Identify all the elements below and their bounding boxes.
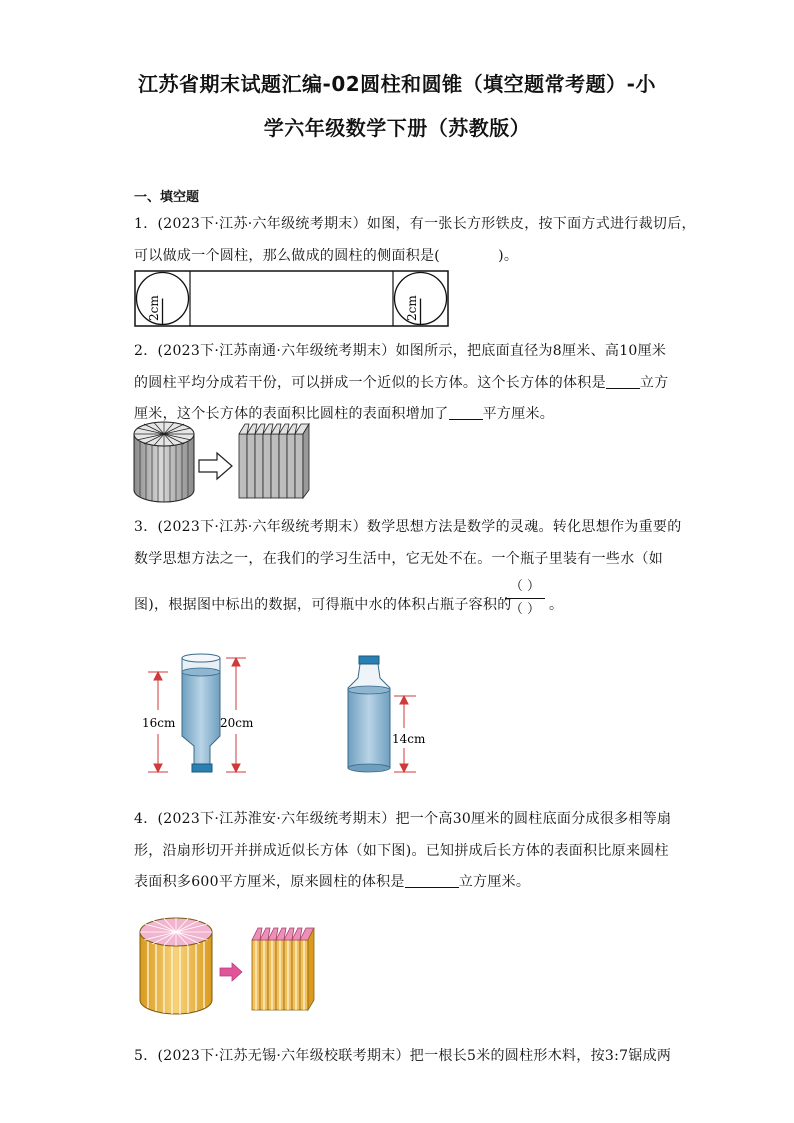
- label-14cm: 14cm: [392, 732, 426, 746]
- q4-line2: 形，沿扇形切开并拼成近似长方体（如下图)。已知拼成后长方体的表面积比原来圆柱: [134, 843, 669, 859]
- q3-line3-end: 。: [549, 597, 564, 613]
- q2-answer-blank-1[interactable]: [606, 374, 640, 389]
- q5-line1: 5．(2023下·江苏无锡·六年级校联考期末）把一根长5米的圆柱形木料，按3:7锯成两: [134, 1048, 672, 1064]
- document-title-line1: 江苏省期末试题汇编-02圆柱和圆锥（填空题常考题）-小: [138, 72, 656, 96]
- q2-line3-end: 平方厘米。: [482, 406, 555, 422]
- q4-cylinder-figure: [136, 914, 326, 1018]
- q1-line2-text: 可以做成一个圆柱，那么做成的圆柱的侧面积是(: [134, 248, 441, 264]
- q4-line3: [134, 871, 530, 891]
- fraction-numerator: （ ）: [509, 579, 541, 594]
- radius-label-right: 2cm: [405, 295, 419, 321]
- q3-line3: 图)，根据图中标出的数据，可得瓶中水的体积占瓶子容积的: [134, 597, 512, 613]
- fraction-bar: [505, 598, 545, 599]
- radius-label-left: 2cm: [147, 295, 161, 321]
- dimension-20cm: [226, 658, 246, 772]
- q3-fraction-answer[interactable]: [505, 578, 545, 619]
- q2-line2-end: 立方: [639, 375, 669, 391]
- q1-line2-end: )。: [498, 248, 519, 264]
- q3-bottle-figure: [138, 650, 438, 780]
- sheet-outline: [135, 271, 448, 326]
- rearranged-cuboid: [252, 928, 314, 1010]
- arrow-icon: [199, 453, 232, 479]
- q1-rectangle-figure: [134, 270, 450, 328]
- label-16cm: 16cm: [142, 716, 176, 730]
- q1-line2: [134, 245, 518, 265]
- q2-cylinder-figure: [131, 420, 321, 504]
- inverted-bottle: [182, 654, 220, 772]
- q3-line1: 3．(2023下·江苏·六年级统考期末）数学思想方法是数学的灵魂。转化思想作为重要的: [134, 519, 682, 535]
- q2-line2: [134, 372, 669, 392]
- section-heading: 一、填空题: [134, 190, 200, 205]
- arrow-icon: [220, 963, 242, 981]
- q1-line1: 1．(2023下·江苏·六年级统考期末）如图，有一张长方形铁皮，按下面方式进行裁切后，: [134, 216, 696, 232]
- q3-line2: 数学思想方法之一，在我们的学习生活中，它无处不在。一个瓶子里装有一些水（如: [134, 551, 664, 567]
- q4-line1: 4．(2023下·江苏淮安·六年级统考期末）把一个高30厘米的圆柱底面分成很多相等扇: [134, 811, 672, 827]
- rearranged-cuboid: [239, 424, 309, 498]
- upright-bottle: [348, 656, 390, 772]
- q2-answer-blank-2[interactable]: [449, 405, 483, 420]
- q2-line3-text: 厘米，这个长方体的表面积比圆柱的表面积增加了: [134, 406, 449, 422]
- q4-answer-blank[interactable]: [405, 873, 459, 888]
- q2-line1: 2．(2023下·江苏南通·六年级统考期末）如图所示，把底面直径为8厘米、高10厘米: [134, 343, 667, 359]
- label-20cm: 20cm: [220, 716, 254, 730]
- q4-line3-end: 立方厘米。: [458, 874, 531, 890]
- fraction-denominator: （ ）: [509, 602, 541, 617]
- q2-line2-text: 的圆柱平均分成若干份，可以拼成一个近似的长方体。这个长方体的体积是: [134, 375, 606, 391]
- document-title-line2: 学六年级数学下册（苏教版）: [263, 116, 531, 140]
- q4-line3-text: 表面积多600平方厘米，原来圆柱的体积是: [134, 874, 405, 890]
